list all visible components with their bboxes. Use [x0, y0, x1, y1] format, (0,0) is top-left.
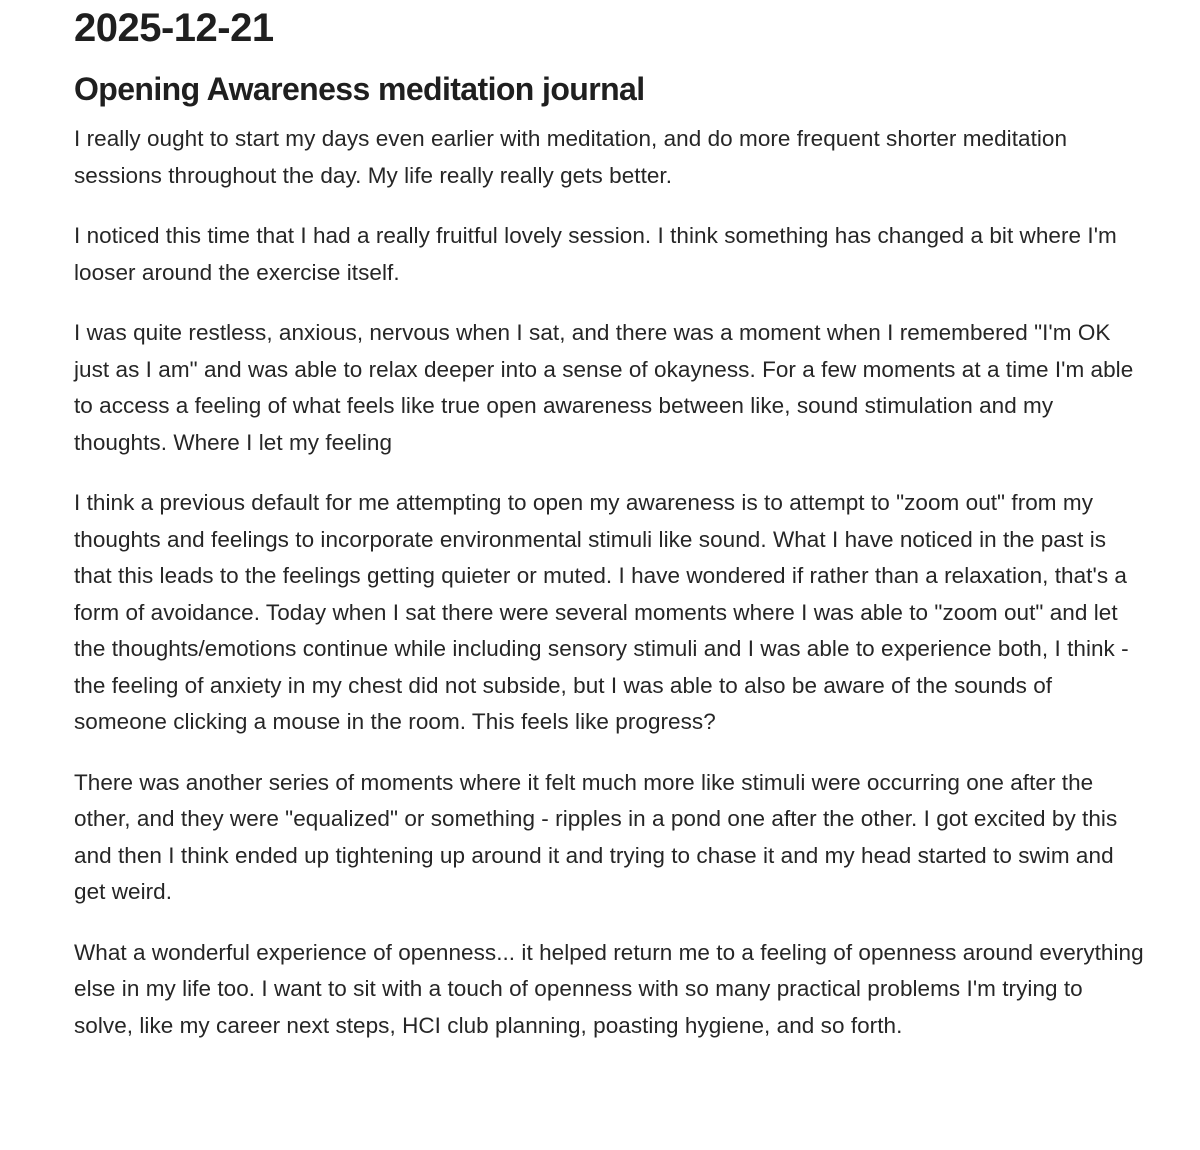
journal-content	[74, 0, 1144, 1044]
date-heading: 2025-12-21	[74, 6, 274, 50]
paragraph: There was another series of moments where it felt much more like stimuli were occurring one after the other, and they were "equalized" or something - ripples in a pond one after the other. I got excited by this and then I think ended up tightening up around it and trying to chase it and my head started to swim and get weird.	[74, 769, 1118, 904]
paragraph: I really ought to start my days even earlier with meditation, and do more frequent shorter meditation sessions throughout the day. My life really really gets better.	[74, 126, 1068, 188]
paragraph: I think a previous default for me attempting to open my awareness is to attempt to "zoom out" from my thoughts and feelings to incorporate environmental stimuli like sound. What I have noticed in the past is that this leads to the feelings getting quieter or muted. I have wondered if rather than a relaxation, that's a form of avoidance. Today when I sat there were several moments where I was able to "zoom out" and let the thoughts/emotions continue while including sensory stimuli and I was able to experience both, I think - the feeling of anxiety in my chest did not subside, but I was able to also be aware of the sounds of someone clicking a mouse in the room. This feels like progress?	[74, 490, 1129, 734]
journal-entry	[74, 121, 1144, 1044]
page-title: Opening Awareness meditation journal	[74, 71, 645, 107]
paragraph: I noticed this time that I had a really fruitful lovely session. I think something has changed a bit where I'm looser around the exercise itself.	[74, 223, 1117, 285]
paragraph: I was quite restless, anxious, nervous when I sat, and there was a moment when I remembered "I'm OK just as I am" and was able to relax deeper into a sense of okayness. For a few moments at a time I'm able to access a feeling of what feels like true open awareness between like, sound stimulation and my thoughts. Where I let my feeling	[74, 320, 1134, 455]
paragraph: What a wonderful experience of openness... it helped return me to a feeling of openness around everything else in my life too. I want to sit with a touch of openness with so many practical problems I'm trying to solve, like my career next steps, HCI club planning, poasting hygiene, and so forth.	[74, 939, 1144, 1038]
